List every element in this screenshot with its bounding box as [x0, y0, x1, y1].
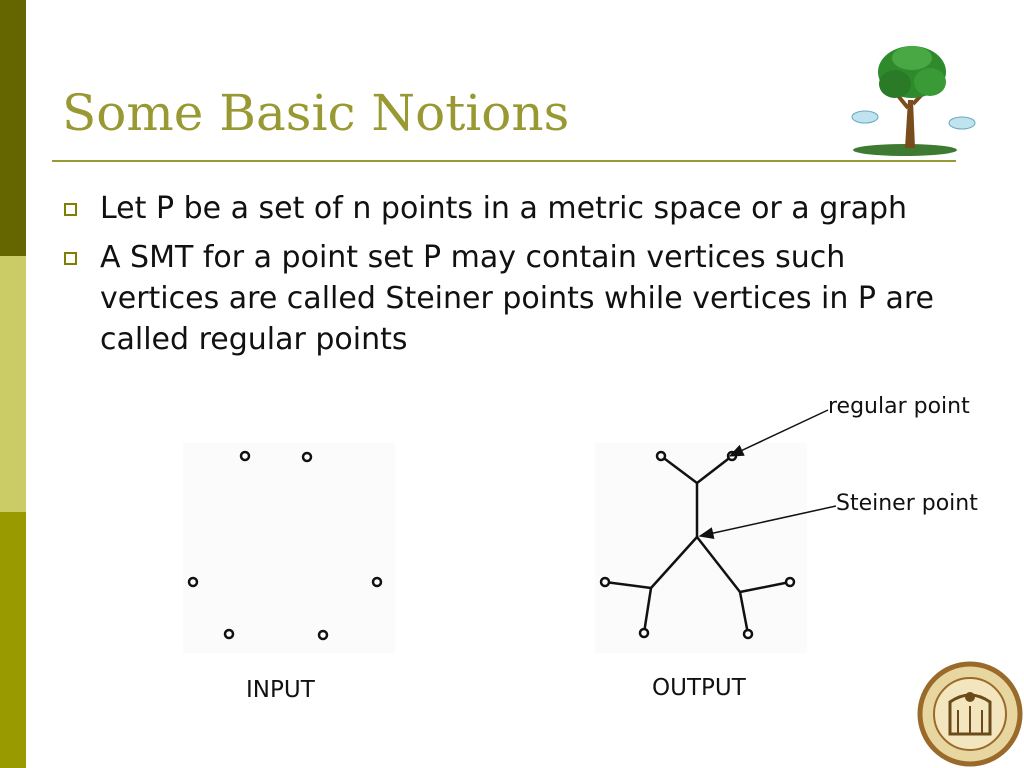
output-points: [601, 452, 794, 638]
regular-point: [786, 578, 794, 586]
regular-point: [601, 578, 609, 586]
input-point: [225, 630, 233, 638]
input-point: [373, 578, 381, 586]
regular-point-label: regular point: [828, 394, 970, 419]
input-caption: INPUT: [246, 677, 315, 703]
bullet-text: A SMT for a point set P may contain vertices such vertices are called Steiner points while vertices in P are called regular points: [100, 240, 935, 357]
bullet-text: Let P be a set of n points in a metric space or a graph: [100, 191, 908, 226]
regular-point: [744, 630, 752, 638]
output-tree-edges: [605, 456, 790, 634]
slide-title: Some Basic Notions: [62, 84, 570, 142]
input-points: [189, 452, 381, 639]
regular-point: [640, 629, 648, 637]
output-caption: OUTPUT: [652, 675, 746, 701]
input-point: [319, 631, 327, 639]
steiner-point-arrow: [700, 506, 836, 536]
input-point: [189, 578, 197, 586]
regular-point: [657, 452, 665, 460]
regular-point-arrow: [730, 410, 828, 456]
steiner-point-label: Steiner point: [836, 491, 978, 516]
input-point: [241, 452, 249, 460]
input-point: [303, 453, 311, 461]
